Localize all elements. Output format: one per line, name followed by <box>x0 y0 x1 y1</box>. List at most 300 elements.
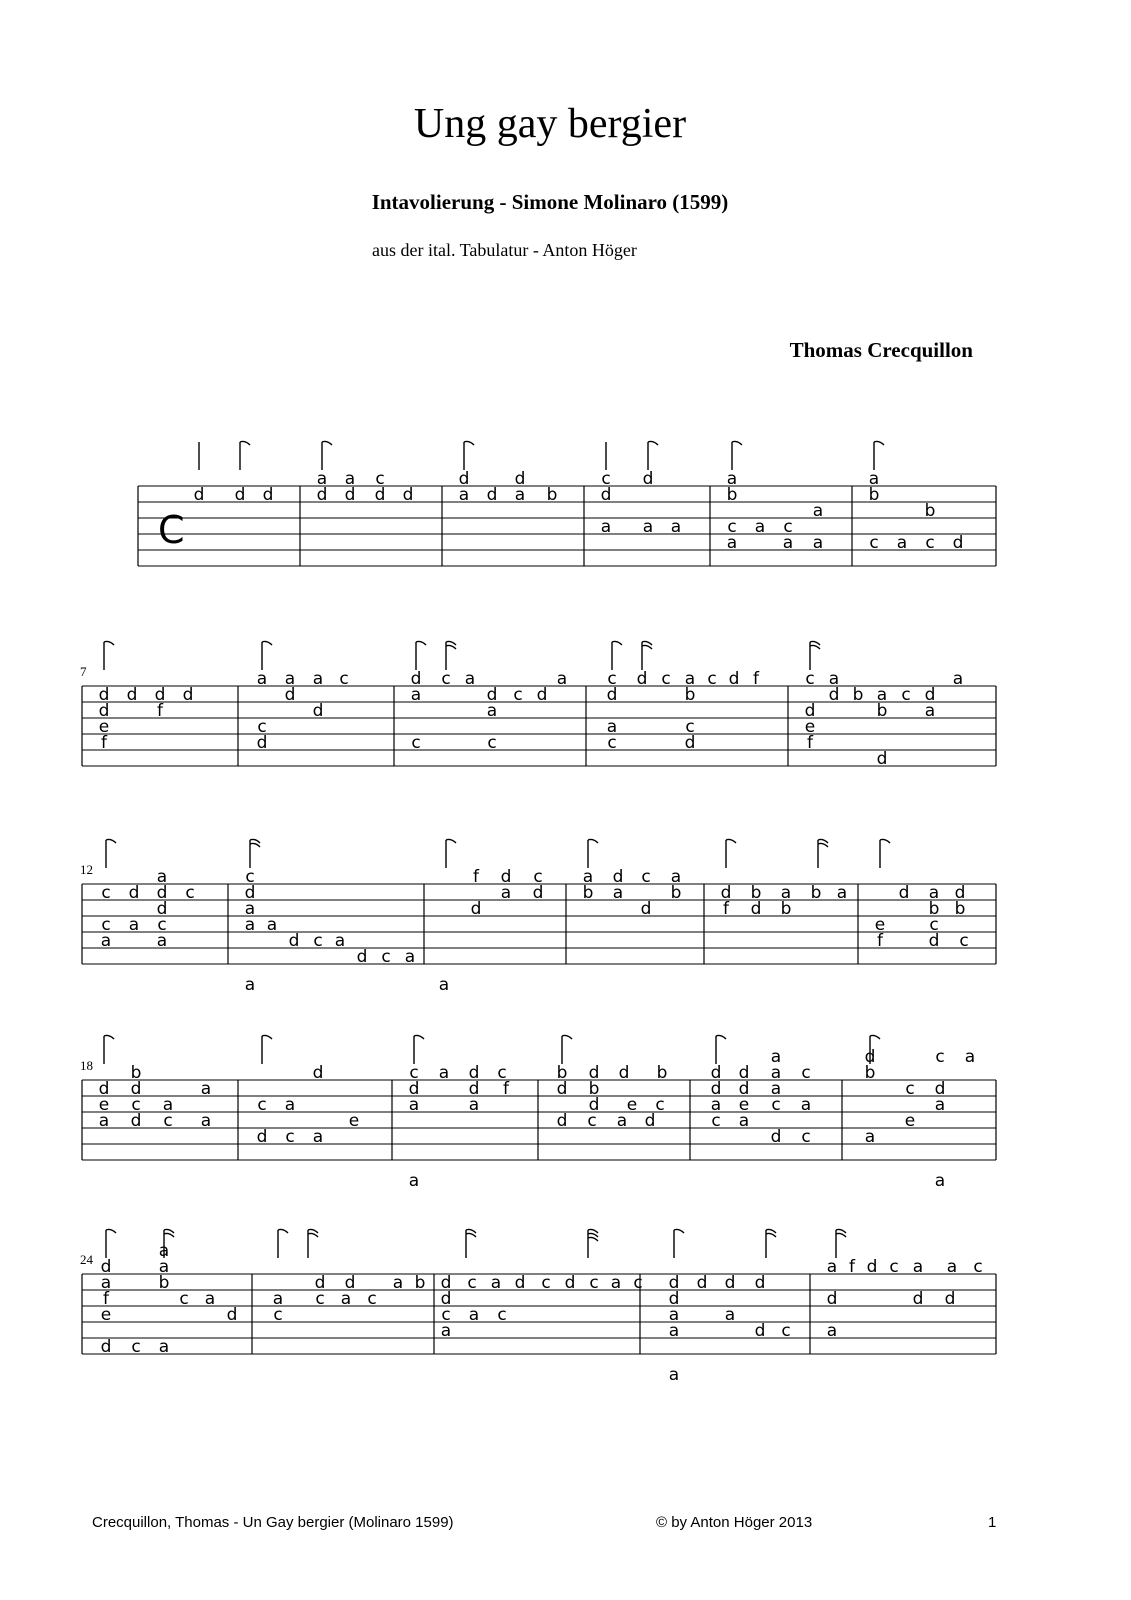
fret-letter: a <box>724 1305 736 1325</box>
fret-letter: a <box>726 533 738 553</box>
fret-letter: d <box>244 883 256 903</box>
page-number: 1 <box>988 1514 997 1531</box>
fret-letter: f <box>877 931 883 951</box>
fret-letter: c <box>381 947 391 967</box>
fret-letter: a <box>826 1257 838 1277</box>
fret-letter: c <box>973 1257 983 1277</box>
measure-number: 24 <box>80 1252 93 1267</box>
fret-letter: e <box>626 1095 638 1115</box>
fret-letter: a <box>770 1079 782 1099</box>
rhythm-flag <box>416 641 426 670</box>
fret-letter: a <box>868 469 880 489</box>
fret-letter: e <box>348 1111 360 1131</box>
fret-letter: d <box>316 485 328 505</box>
fret-letter: d <box>402 485 414 505</box>
fret-letter: a <box>616 1111 628 1131</box>
tab-system <box>80 641 996 769</box>
fret-letter: c <box>497 1063 507 1083</box>
bass-course-letter: a <box>244 975 256 995</box>
fret-letter: a <box>800 1095 812 1115</box>
fret-letter: c <box>339 669 349 689</box>
fret-letter: a <box>340 1289 352 1309</box>
fret-letter: d <box>954 883 966 903</box>
rhythm-flag <box>880 839 890 868</box>
fret-letter: a <box>100 931 112 951</box>
fret-letter: b <box>928 899 940 919</box>
fret-letter: c <box>633 1273 643 1293</box>
fret-letter: c <box>869 533 879 553</box>
fret-letter: c <box>905 1079 915 1099</box>
fret-letter: a <box>754 517 766 537</box>
fret-letter: d <box>668 1289 680 1309</box>
fret-letter: a <box>464 669 476 689</box>
fret-letter: a <box>200 1079 212 1099</box>
fret-letter: d <box>470 899 482 919</box>
fret-letter: a <box>896 533 908 553</box>
fret-letter: d <box>344 1273 356 1293</box>
arranger-credit: aus der ital. Tabulatur - Anton Höger <box>372 240 637 260</box>
page-title: Ung gay bergier <box>413 101 687 147</box>
rhythm-flag <box>874 441 884 470</box>
fret-letter: a <box>128 915 140 935</box>
fret-letter: b <box>750 883 762 903</box>
measure-number: 18 <box>80 1058 93 1073</box>
fret-letter: d <box>866 1257 878 1277</box>
fret-letter: a <box>836 883 848 903</box>
fret-letter: c <box>245 867 255 887</box>
rhythm-flag <box>818 839 828 868</box>
fret-letter: a <box>606 717 618 737</box>
fret-letter: d <box>828 685 840 705</box>
rhythm-flag <box>766 1229 776 1258</box>
fret-letter: d <box>344 485 356 505</box>
fret-letter: a <box>946 1257 958 1277</box>
rhythm-flag <box>106 1229 116 1258</box>
fret-letter: d <box>128 883 140 903</box>
fret-letter: a <box>964 1047 976 1067</box>
rhythm-flag <box>562 1035 572 1064</box>
fret-letter: c <box>685 717 695 737</box>
fret-letter: a <box>156 867 168 887</box>
fret-letter: d <box>256 733 268 753</box>
rhythm-flag <box>726 839 736 868</box>
fret-letter: a <box>668 1321 680 1341</box>
fret-letter: b <box>556 1063 568 1083</box>
fret-letter: d <box>312 701 324 721</box>
fret-letter: d <box>696 1273 708 1293</box>
fret-letter: e <box>874 915 886 935</box>
fret-letter: d <box>130 1111 142 1131</box>
fret-letter: c <box>589 1273 599 1293</box>
fret-letter: d <box>588 1095 600 1115</box>
fret-letter: c <box>771 1095 781 1115</box>
fret-letter: d <box>684 733 696 753</box>
fret-letter: d <box>182 685 194 705</box>
fret-letter: c <box>607 733 617 753</box>
fret-letter: a <box>156 931 168 951</box>
fret-letter: d <box>934 1079 946 1099</box>
fret-letter: f <box>723 899 729 919</box>
fret-letter: a <box>244 899 256 919</box>
fret-letter: f <box>807 733 813 753</box>
fret-letter: a <box>438 1063 450 1083</box>
fret-letter: a <box>812 533 824 553</box>
fret-letter: a <box>934 1095 946 1115</box>
fret-letter: e <box>98 1095 110 1115</box>
tab-system <box>80 1229 996 1385</box>
rhythm-flag <box>674 1229 684 1258</box>
fret-letter: d <box>606 685 618 705</box>
fret-letter: a <box>404 947 416 967</box>
fret-letter: a <box>344 469 356 489</box>
fret-letter: a <box>670 517 682 537</box>
fret-letter: a <box>162 1095 174 1115</box>
fret-letter: d <box>288 931 300 951</box>
fret-letter: c <box>313 931 323 951</box>
rhythm-flag <box>810 641 820 670</box>
fret-letter: c <box>131 1337 141 1357</box>
rhythm-flag <box>262 641 272 670</box>
measure-number: 12 <box>80 862 93 877</box>
fret-letter: b <box>158 1273 170 1293</box>
fret-letter: d <box>644 1111 656 1131</box>
tab-system <box>138 441 996 566</box>
fret-letter: c <box>163 1111 173 1131</box>
fret-letter: c <box>801 1127 811 1147</box>
fret-letter: b <box>780 899 792 919</box>
fret-letter: a <box>284 1095 296 1115</box>
fret-letter: d <box>130 1079 142 1099</box>
rhythm-flag <box>262 1035 272 1064</box>
fret-letter: a <box>392 1273 404 1293</box>
fret-letter: d <box>100 1337 112 1357</box>
fret-letter: d <box>458 469 470 489</box>
tab-system <box>80 839 996 995</box>
fret-letter: d <box>100 1257 112 1277</box>
fret-letter: d <box>564 1273 576 1293</box>
fret-letter: c <box>801 1063 811 1083</box>
fret-letter: c <box>441 1305 451 1325</box>
fret-letter: c <box>101 883 111 903</box>
fret-letter: c <box>661 669 671 689</box>
fret-letter: c <box>655 1095 665 1115</box>
fret-letter: d <box>600 485 612 505</box>
bass-course-letter: a <box>934 1171 946 1191</box>
fret-letter: d <box>156 883 168 903</box>
fret-letter: e <box>738 1095 750 1115</box>
fret-letter: c <box>513 685 523 705</box>
fret-letter: a <box>244 915 256 935</box>
fret-letter: a <box>200 1111 212 1131</box>
fret-letter: a <box>670 867 682 887</box>
fret-letter: b <box>546 485 558 505</box>
fret-letter: b <box>582 883 594 903</box>
fret-letter: d <box>408 1079 420 1099</box>
fret-letter: c <box>711 1111 721 1131</box>
fret-letter: a <box>312 1127 324 1147</box>
rhythm-flag <box>836 1229 846 1258</box>
fret-letter: d <box>156 899 168 919</box>
fret-letter: b <box>810 883 822 903</box>
fret-letter: c <box>641 867 651 887</box>
fret-letter: c <box>727 517 737 537</box>
fret-letter: c <box>889 1257 899 1277</box>
fret-letter: a <box>272 1289 284 1309</box>
rhythm-flag <box>446 839 456 868</box>
fret-letter: a <box>928 883 940 903</box>
fret-letter: d <box>588 1063 600 1083</box>
fret-letter: d <box>556 1111 568 1131</box>
fret-letter: d <box>356 947 368 967</box>
fret-letter: a <box>500 883 512 903</box>
fret-letter: a <box>204 1289 216 1309</box>
fret-letter: f <box>103 1289 109 1309</box>
rhythm-flag <box>278 1229 288 1258</box>
fret-letter: c <box>541 1273 551 1293</box>
fret-letter: b <box>868 485 880 505</box>
rhythm-flag <box>106 839 116 868</box>
fret-letter: a <box>284 669 296 689</box>
fret-letter: a <box>514 485 526 505</box>
rhythm-flag <box>648 441 658 470</box>
fret-letter: f <box>101 733 107 753</box>
fret-letter: a <box>642 517 654 537</box>
fret-letter: c <box>487 733 497 753</box>
fret-letter: a <box>490 1273 502 1293</box>
fret-letter: d <box>720 883 732 903</box>
fret-letter: c <box>497 1305 507 1325</box>
fret-letter: c <box>959 931 969 951</box>
fret-letter: c <box>935 1047 945 1067</box>
fret-letter: c <box>179 1289 189 1309</box>
fret-letter: a <box>612 883 624 903</box>
rhythm-flag <box>250 839 260 868</box>
fret-letter: d <box>710 1079 722 1099</box>
rhythm-flag <box>642 641 652 670</box>
fret-letter: d <box>944 1289 956 1309</box>
fret-letter: b <box>924 501 936 521</box>
fret-letter: a <box>600 517 612 537</box>
fret-letter: d <box>556 1079 568 1099</box>
fret-letter: a <box>316 469 328 489</box>
fret-letter: c <box>441 669 451 689</box>
fret-letter: d <box>440 1289 452 1309</box>
fret-letter: c <box>781 1321 791 1341</box>
fret-letter: f <box>503 1079 509 1099</box>
fret-letter: e <box>98 717 110 737</box>
fret-letter: d <box>710 1063 722 1083</box>
fret-letter: c <box>587 1111 597 1131</box>
fret-letter: d <box>668 1273 680 1293</box>
fret-letter: d <box>640 899 652 919</box>
fret-letter: e <box>904 1111 916 1131</box>
fret-letter: d <box>374 485 386 505</box>
fret-letter: d <box>234 485 246 505</box>
footer-title: Crecquillon, Thomas - Un Gay bergier (Molinaro 1599) <box>92 1514 454 1531</box>
fret-letter: c <box>901 685 911 705</box>
fret-letter: b <box>588 1079 600 1099</box>
fret-letter: d <box>952 533 964 553</box>
composer: Thomas Crecquillon <box>789 338 973 362</box>
fret-letter: c <box>257 717 267 737</box>
fret-letter: a <box>864 1127 876 1147</box>
fret-letter: d <box>440 1273 452 1293</box>
bass-course-letter: a <box>438 975 450 995</box>
fret-letter: d <box>312 1063 324 1083</box>
fret-letter: a <box>828 669 840 689</box>
fret-letter: a <box>582 867 594 887</box>
fret-letter: d <box>486 485 498 505</box>
fret-letter: a <box>458 485 470 505</box>
rhythm-flag <box>414 1035 424 1064</box>
fret-letter: b <box>656 1063 668 1083</box>
fret-letter: a <box>684 669 696 689</box>
fret-letter: d <box>314 1273 326 1293</box>
fret-letter: b <box>684 685 696 705</box>
fret-letter: e <box>804 717 816 737</box>
rhythm-flag <box>464 441 474 470</box>
fret-letter: d <box>98 685 110 705</box>
fret-letter: d <box>410 669 422 689</box>
rhythm-flag <box>612 641 622 670</box>
fret-letter: b <box>414 1273 426 1293</box>
fret-letter: c <box>707 669 717 689</box>
fret-letter: c <box>315 1289 325 1309</box>
fret-letter: d <box>642 469 654 489</box>
fret-letter: a <box>770 1047 782 1067</box>
fret-letter: b <box>876 701 888 721</box>
fret-letter: b <box>130 1063 142 1083</box>
fret-letter: a <box>782 533 794 553</box>
fret-letter: b <box>726 485 738 505</box>
fret-letter: d <box>98 1079 110 1099</box>
fret-letter: d <box>514 469 526 489</box>
fret-letter: a <box>158 1337 170 1357</box>
fret-letter: a <box>726 469 738 489</box>
fret-letter: d <box>98 701 110 721</box>
fret-letter: d <box>284 685 296 705</box>
fret-letter: d <box>924 685 936 705</box>
fret-letter: a <box>556 669 568 689</box>
fret-letter: d <box>126 685 138 705</box>
fret-letter: a <box>256 669 268 689</box>
fret-letter: a <box>780 883 792 903</box>
fret-letter: d <box>618 1063 630 1083</box>
fret-letter: c <box>367 1289 377 1309</box>
fret-letter: d <box>826 1289 838 1309</box>
fret-letter: a <box>952 669 964 689</box>
fret-letter: f <box>753 669 759 689</box>
fret-letter: d <box>514 1273 526 1293</box>
measure-number: 7 <box>80 664 87 679</box>
fret-letter: a <box>468 1095 480 1115</box>
fret-letter: c <box>101 915 111 935</box>
fret-letter: a <box>266 915 278 935</box>
fret-letter: c <box>467 1273 477 1293</box>
fret-letter: d <box>912 1289 924 1309</box>
fret-letter: b <box>670 883 682 903</box>
fret-letter: c <box>257 1095 267 1115</box>
rhythm-flag <box>466 1229 476 1258</box>
fret-letter: d <box>612 867 624 887</box>
fret-letter: f <box>849 1257 855 1277</box>
bass-course-letter: a <box>408 1171 420 1191</box>
fret-letter: a <box>876 685 888 705</box>
fret-letter: c <box>805 669 815 689</box>
fret-letter: d <box>754 1321 766 1341</box>
rhythm-flag <box>322 441 332 470</box>
fret-letter: d <box>532 883 544 903</box>
fret-letter: a <box>312 669 324 689</box>
tab-system <box>80 1035 996 1191</box>
fret-letter: d <box>536 685 548 705</box>
fret-letter: a <box>158 1257 170 1277</box>
fret-letter: d <box>262 485 274 505</box>
fret-letter: d <box>724 1273 736 1293</box>
fret-letter: c <box>157 915 167 935</box>
fret-letter: c <box>185 883 195 903</box>
fret-letter: d <box>750 899 762 919</box>
fret-letter: a <box>98 1111 110 1131</box>
fret-letter: d <box>728 669 740 689</box>
fret-letter: f <box>473 867 479 887</box>
fret-letter: c <box>925 533 935 553</box>
fret-letter: d <box>864 1047 876 1067</box>
fret-letter: a <box>770 1063 782 1083</box>
fret-letter: d <box>256 1127 268 1147</box>
fret-letter: a <box>408 1095 420 1115</box>
fret-letter: a <box>410 685 422 705</box>
rhythm-flag <box>104 641 114 670</box>
fret-letter: f <box>157 701 163 721</box>
fret-letter: d <box>486 685 498 705</box>
fret-letter: a <box>668 1305 680 1325</box>
fret-letter: b <box>954 899 966 919</box>
rhythm-flag <box>732 441 742 470</box>
fret-letter: b <box>852 685 864 705</box>
fret-letter: a <box>912 1257 924 1277</box>
fret-letter: b <box>864 1063 876 1083</box>
fret-letter: d <box>500 867 512 887</box>
fret-letter: a <box>334 931 346 951</box>
fret-letter: d <box>226 1305 238 1325</box>
fret-letter: d <box>193 485 205 505</box>
fret-letter: d <box>636 669 648 689</box>
fret-letter: d <box>738 1063 750 1083</box>
fret-letter: c <box>411 733 421 753</box>
fret-letter: d <box>468 1063 480 1083</box>
fret-letter: c <box>273 1305 283 1325</box>
fret-letter: a <box>440 1321 452 1341</box>
rhythm-flag <box>588 1229 598 1258</box>
footer-copyright: © by Anton Höger 2013 <box>656 1514 813 1531</box>
fret-letter: d <box>154 685 166 705</box>
fret-letter: d <box>898 883 910 903</box>
fret-letter: d <box>770 1127 782 1147</box>
fret-letter: a <box>710 1095 722 1115</box>
rhythm-flag <box>240 441 250 470</box>
fret-letter: d <box>876 749 888 769</box>
bass-course-letter: a <box>668 1365 680 1385</box>
fret-letter: c <box>375 469 385 489</box>
subtitle: Intavolierung - Simone Molinaro (1599) <box>371 190 729 214</box>
fret-letter: c <box>131 1095 141 1115</box>
fret-letter: c <box>601 469 611 489</box>
fret-letter: d <box>468 1079 480 1099</box>
fret-letter: d <box>804 701 816 721</box>
fret-letter: a <box>468 1305 480 1325</box>
rhythm-flag <box>716 1035 726 1064</box>
